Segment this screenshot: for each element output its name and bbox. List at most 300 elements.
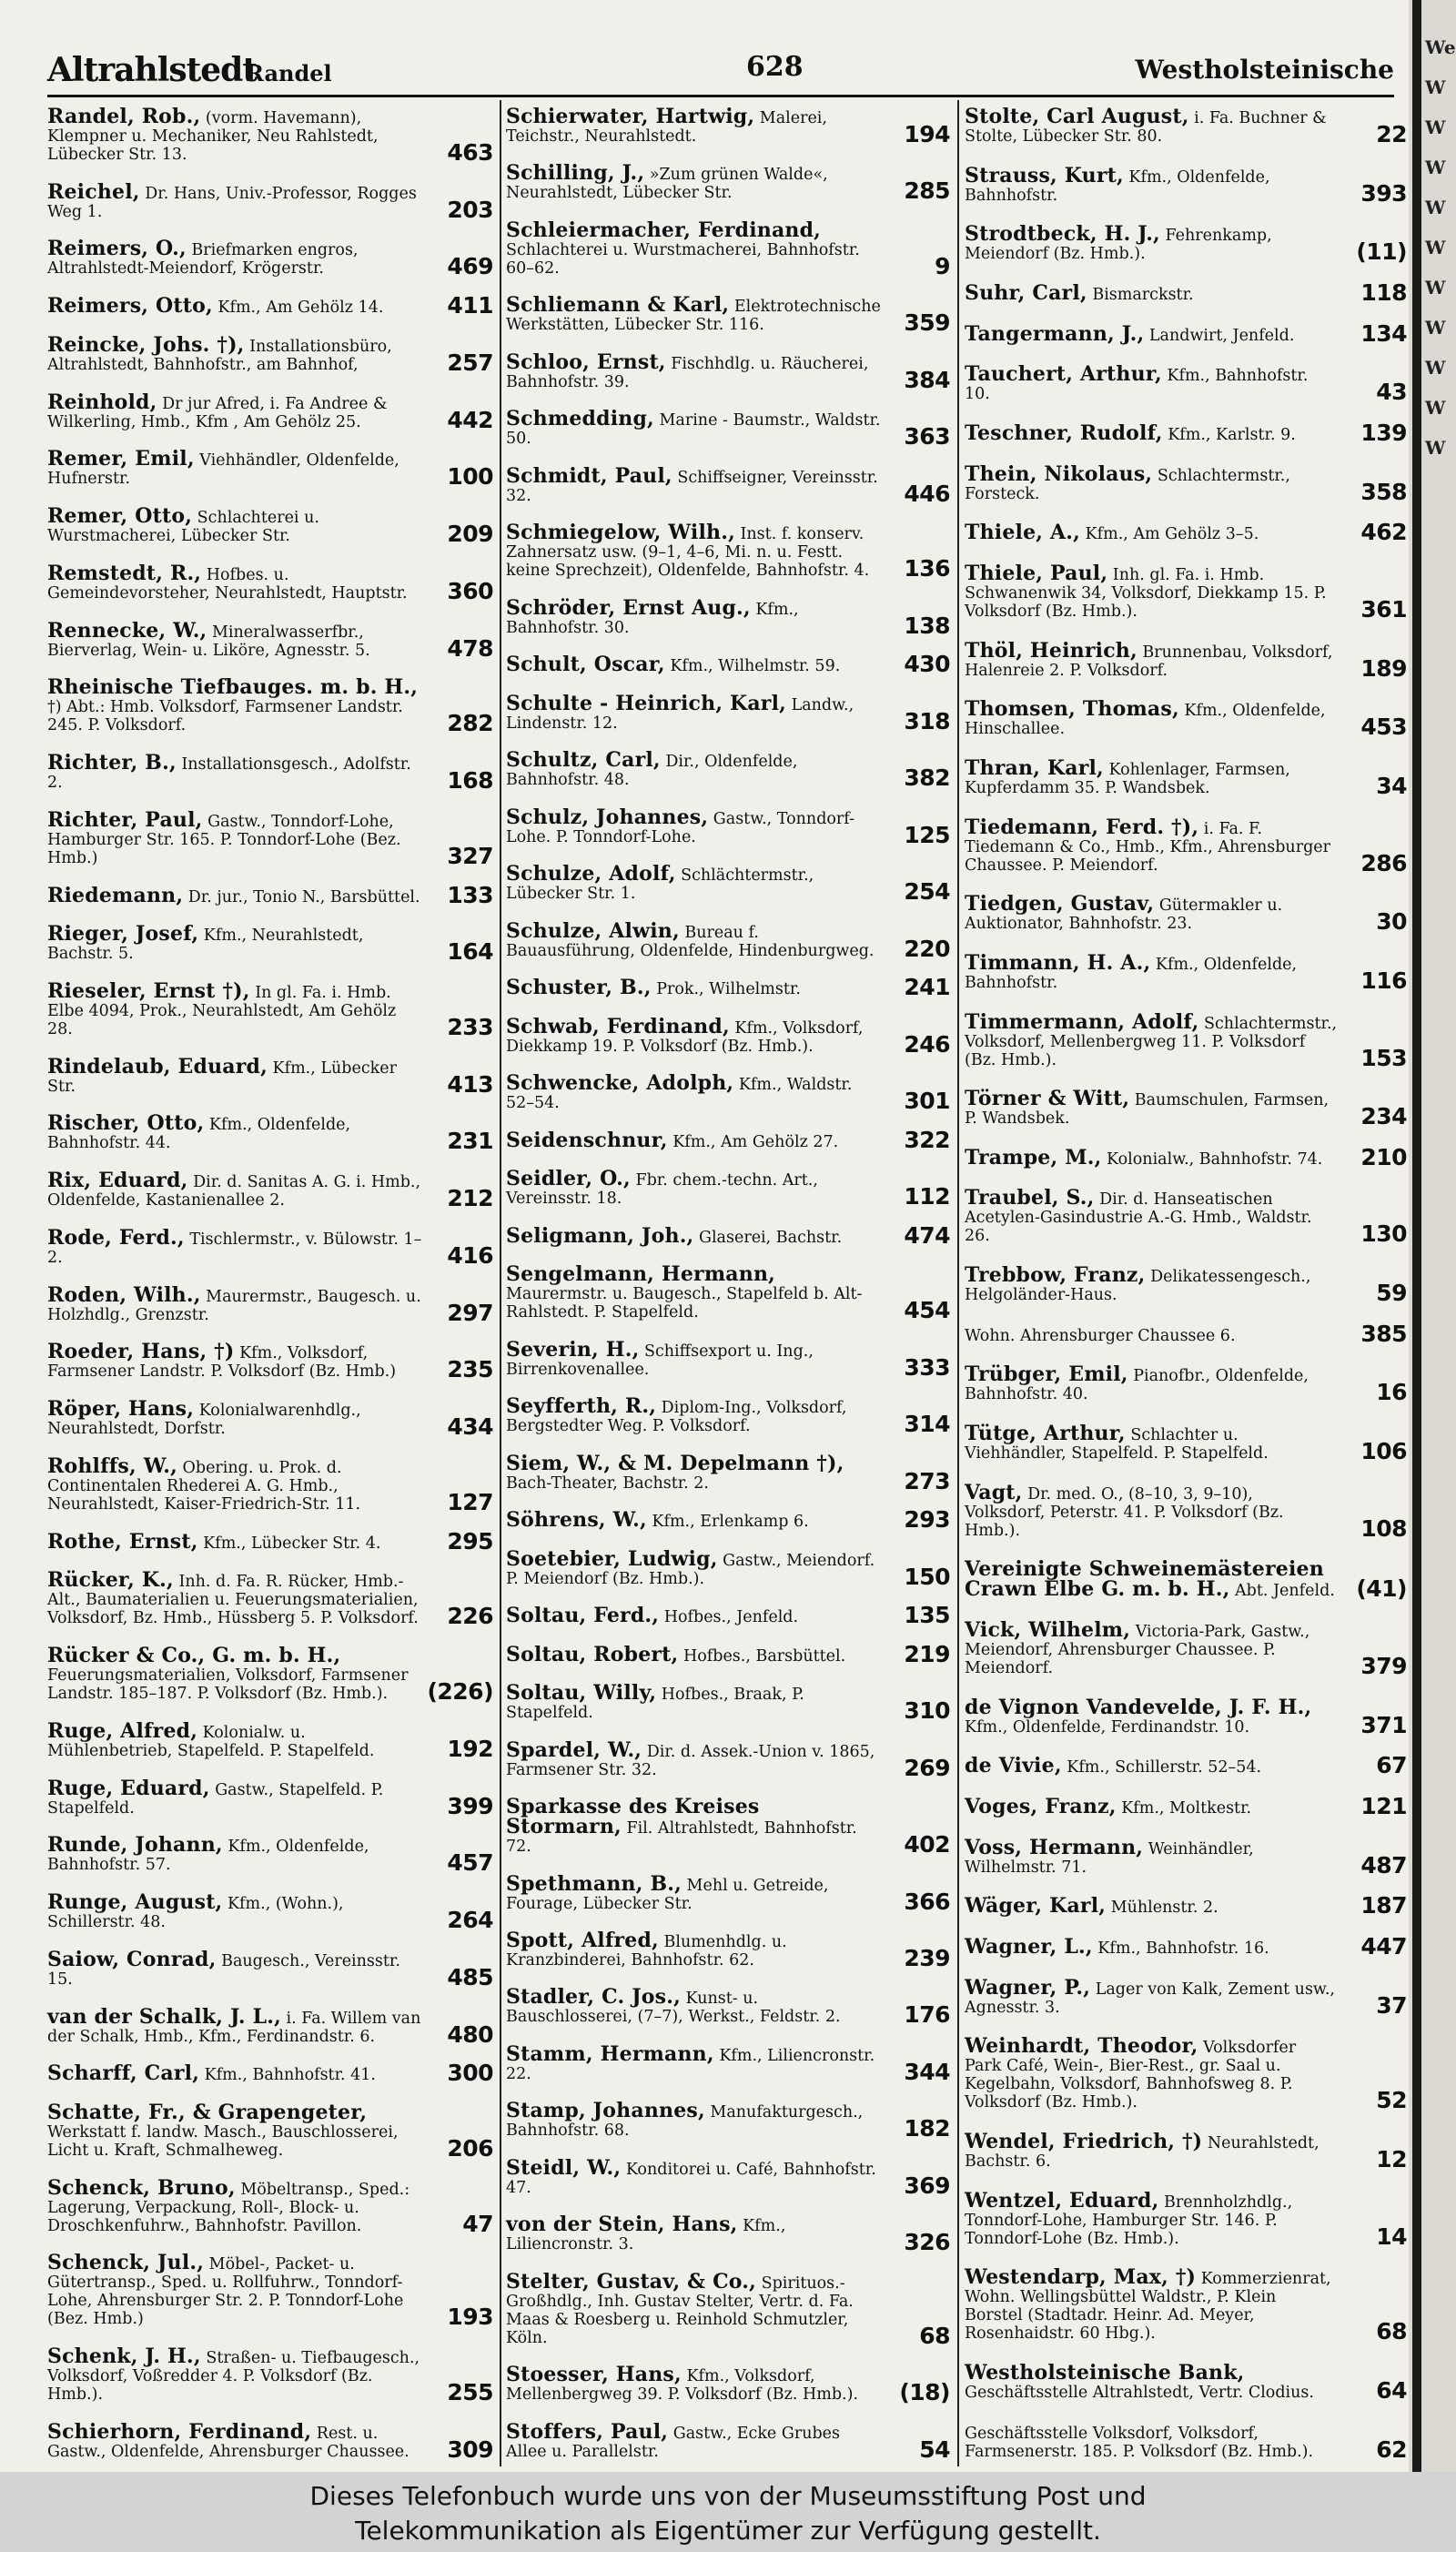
entry-details: Kfm., Oldenfelde, Ferdinandstr. 10. (965, 1717, 1250, 1737)
entry-name: Stoesser, Hans, (506, 2363, 682, 2387)
phone-number: 254 (904, 878, 950, 906)
phone-number: 361 (1360, 595, 1407, 623)
directory-entry (506, 523, 952, 580)
phone-number: 164 (447, 938, 493, 966)
directory-entry (965, 561, 1409, 623)
directory-entry (47, 1111, 495, 1155)
entry-name: Seligmann, Joh., (506, 1223, 694, 1248)
phone-number: 411 (447, 292, 493, 319)
entry-details: †) Abt.: Hmb. Volksdorf, Farmsener Landstr. 245. P. Volksdorf. (47, 698, 403, 735)
entry-name: Riedemann, (47, 883, 184, 907)
entry-name: Thöl, Heinrich, (965, 638, 1138, 663)
phone-number: 108 (1360, 1514, 1407, 1542)
directory-entry (965, 697, 1409, 741)
phone-number: 127 (447, 1488, 493, 1515)
directory-entry (506, 1394, 952, 1438)
entry-name: Tiedemann, Ferd. †), (965, 815, 1199, 839)
entry-details: Hofbes. u. Gemeindevorsteher, Neurahlstedt, Hauptstr. (47, 565, 408, 603)
directory-entry (506, 974, 952, 1001)
directory-entry (506, 1506, 952, 1534)
entry-name: Strauss, Kurt, (965, 163, 1124, 187)
entry-details: Kommerzienrat, Wohn. Wellingsbüttel Waldstr., P. Klein Borstel (Stadtadr. Heinr. Ad. Meyer, Rosenhaidstr. 60 Hbg.). (965, 2270, 1331, 2344)
directory-entry (965, 1424, 1409, 1463)
entry-name: Rode, Ferd., (47, 1225, 185, 1250)
directory-entry (47, 107, 495, 164)
phone-number: 187 (1360, 1892, 1407, 1919)
entry-details: Wohn. Ahrensburger Chaussee 6. (965, 1326, 1236, 1345)
entry-name: Wäger, Karl, (965, 1894, 1107, 1919)
entry-name: Schmiegelow, Wilh., (506, 521, 735, 545)
header-city: Altrahlstedt (47, 51, 257, 89)
phone-number: 297 (447, 1299, 493, 1326)
entry-details: Baumschulen, Farmsen, P. Wandsbek. (965, 1091, 1330, 1129)
directory-entry (965, 2265, 1409, 2345)
entry-name: Runge, August, (47, 1890, 223, 1915)
phone-number: 182 (904, 2115, 950, 2142)
directory-entry (506, 1871, 952, 1915)
entry-name: Timmann, H. A., (965, 950, 1151, 975)
adjacent-page-text: We W W W W W W W W W W (1425, 36, 1456, 459)
entry-details: Kfm., Wilhelmstr. 59. (664, 657, 841, 676)
phone-number: 209 (447, 521, 493, 548)
directory-entry (506, 2365, 952, 2404)
entry-name: Trebbow, Franz, (965, 1263, 1146, 1288)
entry-name: Voss, Hermann, (965, 1835, 1144, 1859)
phone-number: 273 (904, 1467, 950, 1494)
entry-name: Stelter, Gustav, & Co., (506, 2269, 757, 2294)
entry-details: Schlachter u. Viehhändler, Stapelfeld. P. Stapelfeld. (965, 1426, 1269, 1463)
entry-details: Elektrotechnische Werkstätten, Lübecker Str. 116. (506, 298, 881, 335)
directory-entry (47, 881, 495, 908)
entry-details: Gastw., Ecke Grubes Allee u. Parallelstr. (506, 2424, 841, 2461)
directory-entry (506, 1546, 952, 1590)
directory-entry (47, 979, 495, 1041)
phone-number: 37 (1376, 1991, 1407, 2019)
entry-details: Dr jur Afred, i. Fa Andree & Wilkerling, Hmb., Kfm , Am Gehölz 25. (47, 394, 388, 431)
entry-details: Kfm., Liliencronstr. 3. (506, 2217, 786, 2254)
directory-entry (965, 419, 1409, 446)
entry-name: Severin, H., (506, 1337, 640, 1362)
entry-name: Seyfferth, R., (506, 1394, 657, 1419)
entry-name: von der Stein, Hans, (506, 2213, 738, 2237)
directory-entry (506, 1451, 952, 1494)
entry-name: Reichel, (47, 179, 140, 204)
entry-details: Kfm., Volksdorf, Mellenbergweg 39. P. Volksdorf (Bz. Hmb.). (506, 2367, 859, 2405)
entry-details: Hofbes., Barsbüttel. (678, 1646, 846, 1666)
directory-entry (965, 1263, 1409, 1307)
phone-number: 68 (1376, 2318, 1407, 2345)
entry-details: Geschäftsstelle Volksdorf, Volksdorf, Farmsenerstr. 185. P. Volksdorf (Bz. Hmb.). (965, 2424, 1314, 2461)
phone-number: 430 (904, 651, 950, 678)
entry-details: Landwirt, Jenfeld. (1144, 326, 1295, 345)
phone-number: 257 (447, 349, 493, 376)
entry-name: Saiow, Conrad, (47, 1947, 217, 1971)
entry-details: (vorm. Havemann), Klempner u. Mechaniker, Neu Rahlstedt, Lübecker Str. 13. (47, 109, 379, 164)
directory-entry (965, 278, 1409, 306)
header-right-title: Westholsteinische (1135, 55, 1394, 85)
phone-number: 480 (447, 2020, 493, 2048)
entry-details: Baugesch., Vereinsstr. 15. (47, 1951, 400, 1989)
entry-name: Reimers, Otto, (47, 294, 213, 319)
directory-entry (506, 1602, 952, 1629)
phone-number: 203 (447, 196, 493, 223)
directory-entry (47, 179, 495, 223)
entry-name: Traubel, S., (965, 1186, 1095, 1210)
entry-details: Kfm., Bahnhofstr. 10. (965, 367, 1309, 404)
entry-name: Schwencke, Adolph, (506, 1071, 734, 1096)
listing-column-3 (965, 107, 1409, 2461)
column-divider (500, 100, 501, 2466)
phone-number: 318 (904, 707, 950, 734)
entry-details: Kfm., Am Gehölz 3–5. (1079, 525, 1259, 544)
entry-details: Blumenhdlg. u. Kranzbinderei, Bahnhofstr. 62. (506, 1932, 787, 1970)
phone-number: 469 (447, 253, 493, 280)
entry-details: Manufakturgesch., Bahnhofstr. 68. (506, 2103, 864, 2141)
directory-entry (965, 1933, 1409, 1960)
entry-details: Victoria-Park, Gastw., Meiendorf, Ahrensburger Chaussee. P. Meiendorf. (965, 1623, 1310, 1678)
phone-number: 384 (904, 366, 950, 393)
phone-number: 282 (447, 710, 493, 737)
entry-details: Viehhändler, Oldenfelde, Hufnerstr. (47, 451, 399, 489)
phone-number: 136 (904, 555, 950, 582)
directory-entry (47, 2060, 495, 2087)
entry-details: Schlachtermstr., Volksdorf, Mellenbergweg 11. P. Volksdorf (Bz. Hmb.). (965, 1014, 1338, 1069)
listing-column-1 (47, 107, 495, 2461)
entry-name: Roden, Wilh., (47, 1282, 201, 1307)
phone-number: 62 (1376, 2436, 1407, 2463)
directory-entry (965, 163, 1409, 207)
entry-details: Kfm., Volksdorf, Farmsener Landstr. P. Volksdorf (Bz. Hmb.) (47, 1344, 397, 1382)
entry-name: Stoffers, Paul, (506, 2419, 669, 2444)
directory-entry (965, 461, 1409, 505)
entry-details: Volksdorfer Park Café, Wein-, Bier-Rest., gr. Saal u. Kegelbahn, Volksdorf, Bahnhofsweg 8. P. Volksdorf (Bz. Hmb.). (965, 2039, 1297, 2112)
entry-name: Rücker, K., (47, 1568, 174, 1593)
phone-number: 189 (1360, 654, 1407, 682)
phone-number: 295 (447, 1527, 493, 1554)
phone-number: 416 (447, 1241, 493, 1269)
entry-details: Dr. Hans, Univ.-Professor, Rogges Weg 1. (47, 184, 417, 221)
entry-name: Schult, Oscar, (506, 653, 665, 677)
entry-name: Ruge, Eduard, (47, 1776, 210, 1800)
entry-details: Installationsbüro, Altrahlstedt, Bahnhofstr., am Bahnhof, (47, 337, 392, 374)
entry-details: Brunnenbau, Volksdorf, Halenreie 2. P. Volksdorf. (965, 643, 1333, 680)
entry-name: Tangermann, J., (965, 321, 1145, 346)
entry-name: Siem, W., & M. Depelmann †), (506, 1451, 844, 1475)
page-edge-bar (1412, 0, 1421, 2472)
entry-name: Vagt, (965, 1480, 1023, 1504)
directory-entry (965, 815, 1409, 876)
phone-number: 47 (462, 2210, 493, 2237)
directory-entry (47, 1833, 495, 1877)
phone-number: 193 (447, 2304, 493, 2331)
entry-details: Maurermstr., Baugesch. u. Holzhdlg., Grenzstr. (47, 1287, 421, 1324)
phone-number: 478 (447, 634, 493, 662)
directory-entry (506, 1640, 952, 1667)
entry-name: Stadler, C. Jos., (506, 1985, 681, 2010)
phone-number: 52 (1376, 2087, 1407, 2114)
phone-number: 457 (447, 1849, 493, 1877)
directory-entry (47, 1397, 495, 1441)
entry-name: Richter, Paul, (47, 807, 203, 832)
directory-entry (965, 2129, 1409, 2172)
entry-details: Weinhändler, Wilhelmstr. 71. (965, 1839, 1254, 1877)
phone-number: 264 (447, 1907, 493, 1934)
directory-entry (965, 519, 1409, 546)
phone-number: 246 (904, 1030, 950, 1058)
entry-name: Reincke, Johs. †), (47, 332, 245, 357)
entry-details: i. Fa. F. Tiedemann & Co., Hmb., Kfm., Ahrensburger Chaussee. P. Meiendorf. (965, 819, 1330, 875)
phone-number: 130 (1360, 1220, 1407, 1248)
entry-name: Schulze, Alwin, (506, 918, 680, 943)
entry-name: Schwab, Ferdinand, (506, 1014, 730, 1038)
phone-number: 30 (1376, 908, 1407, 936)
entry-details: Dir. d. Sanitas A. G. i. Hmb., Oldenfelde, Kastanienallee 2. (47, 1173, 421, 1210)
entry-details: Geschäftsstelle Altrahlstedt, Vertr. Clodius. (965, 2383, 1314, 2402)
directory-entry (506, 691, 952, 734)
entry-details: Hofbes., Jenfeld. (659, 1608, 799, 1627)
phone-number: (41) (1356, 1575, 1407, 1603)
phone-number: 116 (1360, 967, 1407, 994)
entry-details: Möbeltransp., Sped.: Lagerung, Verpackung, Roll-, Block- u. Droschkenfuhrw., Bahnhofstr. Pavillon. (47, 2180, 410, 2235)
phone-number: 43 (1376, 379, 1407, 406)
entry-details: Glaserei, Bachstr. (693, 1228, 843, 1247)
directory-entry (965, 1143, 1409, 1170)
phone-number: 226 (447, 1603, 493, 1630)
directory-entry (47, 1453, 495, 1515)
footer-notice (0, 2472, 1456, 2552)
phone-number: 210 (1360, 1143, 1407, 1170)
phone-number: 14 (1376, 2223, 1407, 2250)
directory-entry (47, 751, 495, 795)
entry-details: Schlachterei u. Wurstmacherei, Bahnhofstr. 60–62. (506, 240, 860, 278)
directory-entry (506, 1795, 952, 1858)
phone-number: 269 (904, 1754, 950, 1781)
directory-entry (965, 107, 1409, 146)
entry-name: Steidl, W., (506, 2155, 622, 2180)
directory-entry (506, 2155, 952, 2199)
entry-name: Törner & Witt, (965, 1087, 1130, 1111)
entry-name: Trübger, Emil, (965, 1362, 1128, 1387)
phone-number: 118 (1360, 278, 1407, 306)
entry-details: Kfm., Lübecker Str. 4. (197, 1534, 381, 1553)
phone-number: 453 (1360, 714, 1407, 741)
page-number: 628 (746, 51, 804, 83)
entry-name: Trampe, M., (965, 1145, 1102, 1170)
entry-name: Schulz, Johannes, (506, 805, 709, 829)
directory-entry (965, 1480, 1409, 1542)
phone-number: 34 (1376, 772, 1407, 799)
directory-entry (506, 107, 952, 146)
entry-name: Schliemann & Karl, (506, 293, 730, 318)
phone-number: 474 (904, 1221, 950, 1249)
entry-name: Rieseler, Ernst †), (47, 979, 250, 1004)
phone-number: 153 (1360, 1044, 1407, 1071)
entry-name: Soltau, Robert, (506, 1642, 679, 1666)
entry-details: Kolonialw., Bahnhofstr. 74. (1101, 1149, 1323, 1169)
entry-name: Wentzel, Eduard, (965, 2188, 1159, 2213)
entry-name: Schulze, Adolf, (506, 862, 676, 886)
column-divider (957, 100, 959, 2466)
header-subtitle: Randel (246, 60, 332, 86)
entry-name: Thiele, Paul, (965, 561, 1108, 585)
directory-entry (47, 1225, 495, 1269)
entry-name: Reinhold, (47, 390, 157, 414)
entry-name: Thiele, A., (965, 521, 1080, 545)
directory-entry (506, 918, 952, 962)
directory-entry (965, 2034, 1409, 2114)
directory-entry (506, 1337, 952, 1381)
phone-number: 393 (1360, 179, 1407, 207)
entry-name: Seidler, O., (506, 1167, 631, 1191)
entry-details: Hofbes., Braak, P. Stapelfeld. (506, 1686, 804, 1723)
entry-details: i. Fa. Buchner & Stolte, Lübecker Str. 80. (965, 109, 1327, 146)
directory-entry (965, 1892, 1409, 1919)
entry-name: Thein, Nikolaus, (965, 461, 1153, 486)
phone-number: 12 (1376, 2145, 1407, 2172)
phone-number: 300 (447, 2060, 493, 2087)
entry-name: Sparkasse des Kreises Stormarn, (506, 1795, 760, 1839)
phone-number: 139 (1360, 419, 1407, 446)
phone-number: 192 (447, 1735, 493, 1762)
entry-details: Lager von Kalk, Zement usw., Agnesstr. 3. (965, 1980, 1335, 2017)
phone-number: 255 (447, 2379, 493, 2406)
phone-number: 322 (904, 1126, 950, 1153)
entry-details: Kfm., Bahnhofstr. 30. (506, 600, 799, 637)
phone-number: 112 (904, 1183, 950, 1210)
directory-entry (965, 1362, 1409, 1406)
entry-details: Dir. d. Assek.-Union v. 1865, Farmsener Str. 32. (506, 1742, 875, 1779)
entry-details: Kfm., Neurahlstedt, Bachstr. 5. (47, 927, 364, 964)
directory-entry (47, 1718, 495, 1762)
directory-entry (506, 2041, 952, 2085)
entry-details: Briefmarken engros, Altrahlstedt-Meiendorf, Krögerstr. (47, 241, 359, 278)
phone-number: 293 (904, 1506, 950, 1534)
entry-details: Obering. u. Prok. d. Continentalen Rhederei A. G. Hmb., Neurahlstedt, Kaiser-Friedrich-Str. 11. (47, 1458, 361, 1514)
directory-entry (47, 239, 495, 278)
entry-name: Stolte, Carl August, (965, 105, 1189, 128)
entry-details: Malerei, Teichstr., Neurahlstedt. (506, 109, 827, 146)
entry-name: Remer, Otto, (47, 504, 193, 529)
entry-name: Scharff, Carl, (47, 2061, 200, 2086)
entry-name: Schenk, J. H., (47, 2344, 201, 2369)
entry-name: de Vivie, (965, 1754, 1062, 1778)
entry-name: van der Schalk, J. L., (47, 2004, 281, 2029)
phone-number: 135 (904, 1602, 950, 1629)
phone-number: 106 (1360, 1438, 1407, 1465)
directory-entry (506, 805, 952, 848)
entry-name: Strodtbeck, H. J., (965, 222, 1160, 247)
directory-entry (506, 349, 952, 393)
entry-details: Straßen- u. Tiefbaugesch., Volksdorf, Voßredder 4. P. Volksdorf (Bz. Hmb.). (47, 2349, 420, 2405)
entry-name: Tauchert, Arthur, (965, 362, 1162, 387)
entry-details: Möbel-, Packet- u. Gütertransp., Sped. u. Rollfuhrw., Tonndorf-Lohe, Ahrensburger Str. 2. P. Tonndorf-Lohe (Bez. Hmb.) (47, 2255, 404, 2329)
directory-entry (47, 561, 495, 604)
phone-number: 286 (1360, 849, 1407, 876)
entry-details: Kolonialwarenhdlg., Neurahlstedt, Dorfstr. (47, 1402, 361, 1439)
directory-entry (47, 1527, 495, 1554)
phone-number: 487 (1360, 1851, 1407, 1879)
phone-number: 64 (1376, 2376, 1407, 2404)
entry-details: Kfm., Oldenfelde, Bahnhofstr. 57. (47, 1838, 369, 1875)
directory-entry (47, 1644, 495, 1706)
directory-entry (965, 362, 1409, 406)
phone-number: 134 (1360, 319, 1407, 347)
entry-details: Tischlermstr., v. Bülowstr. 1–2. (47, 1230, 422, 1267)
phone-number: 485 (447, 1963, 493, 1990)
directory-entry (47, 504, 495, 548)
entry-details: Kfm., Waldstr. 52–54. (506, 1076, 853, 1113)
entry-details: Schlächtermstr., Lübecker Str. 1. (506, 866, 814, 904)
entry-details: Kfm., Oldenfelde, Bahnhofstr. (965, 955, 1298, 992)
phone-number: 379 (1360, 1653, 1407, 1680)
phone-number: 235 (447, 1356, 493, 1383)
entry-details: Kfm., Schillerstr. 52–54. (1061, 1758, 1262, 1777)
directory-entry (965, 638, 1409, 682)
entry-name: Voges, Franz, (965, 1795, 1117, 1819)
entry-details: Brennholzhdlg., Tonndorf-Lohe, Hamburger Str. 146. P. Tonndorf-Lohe (Bz. Hmb.). (965, 2192, 1293, 2248)
phone-number: 366 (904, 1888, 950, 1915)
entry-details: Mehl u. Getreide, Fourage, Lübecker Str. (506, 1876, 829, 1913)
entry-name: Sengelmann, Hermann, (506, 1262, 776, 1287)
directory-entry (965, 1752, 1409, 1779)
entry-details: Kfm., Oldenfelde, Hinschallee. (965, 702, 1326, 739)
directory-entry (965, 1557, 1409, 1603)
entry-name: Suhr, Carl, (965, 280, 1087, 305)
entry-name: Teschner, Rudolf, (965, 420, 1163, 445)
directory-entry (47, 1054, 495, 1098)
entry-name: Wendel, Friedrich, †) (965, 2129, 1203, 2153)
directory-entry (47, 292, 495, 319)
phone-number: 327 (447, 842, 493, 869)
entry-details: Schiffsexport u. Ing., Birrenkovenallee. (506, 1342, 814, 1379)
directory-entry (47, 618, 495, 662)
entry-name: Spardel, W., (506, 1737, 642, 1762)
entry-name: Schmidt, Paul, (506, 463, 672, 488)
entry-name: Reimers, O., (47, 237, 187, 261)
entry-name: Thran, Karl, (965, 755, 1104, 780)
directory-entry (47, 2344, 495, 2406)
phone-number: 234 (1360, 1103, 1407, 1130)
entry-name: Schatte, Fr., & Grapengeter, (47, 2100, 368, 2124)
entry-name: Schmedding, (506, 407, 654, 431)
phone-number: 462 (1360, 519, 1407, 546)
entry-name: Tütge, Arthur, (965, 1422, 1126, 1446)
entry-details: Werkstatt f. landw. Masch., Bauschlosserei, Licht u. Kraft, Schmalheweg. (47, 2122, 399, 2160)
phone-number: 59 (1376, 1280, 1407, 1307)
entry-details: Kunst- u. Bauschlosserei, (7–7), Werkst., Feldstr. 2. (506, 1990, 841, 2027)
entry-name: Rindelaub, Eduard, (47, 1054, 268, 1079)
entry-name: Wagner, P., (965, 1975, 1091, 2000)
entry-details: Schlachterei u. Wurstmacherei, Lübecker Str. (47, 509, 319, 546)
directory-entry (47, 1568, 495, 1630)
phone-number: 309 (447, 2436, 493, 2463)
directory-entry (47, 1342, 495, 1381)
entry-name: Rischer, Otto, (47, 1111, 205, 1136)
entry-name: de Vignon Vandevelde, J. F. H., (965, 1695, 1312, 1719)
entry-details: Bismarckstr. (1087, 285, 1194, 304)
entry-details: Kfm., Volksdorf, Diekkamp 19. P. Volksdorf (Bz. Hmb.). (506, 1018, 864, 1056)
directory-entry (965, 1089, 1409, 1128)
phone-number: (11) (1356, 238, 1407, 266)
directory-entry (47, 2100, 495, 2162)
phone-number: (226) (427, 1678, 493, 1706)
directory-entry (506, 1262, 952, 1324)
entry-details: Bureau f. Bauausführung, Oldenfelde, Hindenburgweg. (506, 923, 875, 960)
entry-details: Gastw., Meiendorf. P. Meiendorf (Bz. Hmb.). (506, 1551, 875, 1588)
entry-details: Inh. d. Fa. R. Rücker, Hmb.-Alt., Baumaterialien u. Feuerungsmaterialien, Volksdorf, Bz. Hmb., Hüssberg 5. P. Volksdorf. (47, 1573, 419, 1628)
entry-details: Dir., Oldenfelde, Bahnhofstr. 48. (506, 753, 798, 790)
phone-number: 434 (447, 1413, 493, 1441)
